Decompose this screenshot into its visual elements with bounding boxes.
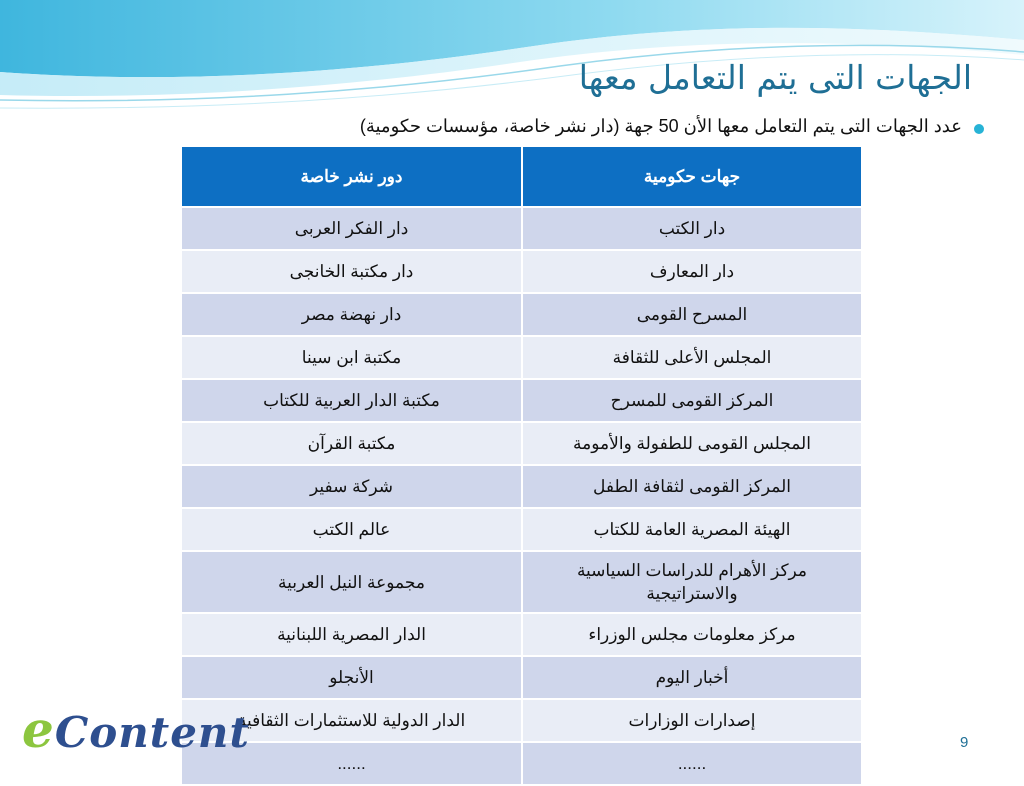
bullet-text: الجهات التى يتم التعامل معها الأن 50 جهة (دار نشر خاصة، مؤسسات حكومية): [359, 116, 929, 136]
government-cell: المسرح القومى: [522, 293, 862, 336]
private-cell: الدار الدولية للاستثمارات الثقافية: [181, 699, 522, 742]
government-cell: دار المعارف: [522, 250, 862, 293]
page-number: 9: [960, 734, 969, 751]
government-cell: مركز الأهرام للدراسات السياسية والاستراتيجية: [522, 551, 862, 613]
table-row: [181, 293, 862, 336]
table-row: [181, 422, 862, 465]
government-cell: ......: [522, 742, 862, 785]
bullet-line: [360, 116, 962, 137]
slide-title: الجهات التى يتم التعامل معها: [578, 58, 972, 97]
table-row: [181, 699, 862, 742]
private-cell: الدار المصرية اللبنانية: [181, 613, 522, 656]
government-cell: المركز القومى للمسرح: [522, 379, 862, 422]
private-cell: الأنجلو: [181, 656, 522, 699]
bullet-prefix: عدد: [933, 116, 962, 136]
private-cell: عالم الكتب: [181, 508, 522, 551]
table-row: [181, 336, 862, 379]
table-header-row: [181, 146, 862, 207]
table-row: [181, 613, 862, 656]
private-cell: دار مكتبة الخانجى: [181, 250, 522, 293]
private-cell: مكتبة القرآن: [181, 422, 522, 465]
private-cell: شركة سفير: [181, 465, 522, 508]
table-row: [181, 207, 862, 250]
private-cell: مكتبة ابن سينا: [181, 336, 522, 379]
econtent-logo: [22, 700, 250, 759]
table-row: [181, 379, 862, 422]
private-cell: دار نهضة مصر: [181, 293, 522, 336]
private-cell: ......: [181, 742, 522, 785]
table-row: [181, 551, 862, 613]
government-cell: إصدارات الوزارات: [522, 699, 862, 742]
private-cell: مكتبة الدار العربية للكتاب: [181, 379, 522, 422]
table-row: [181, 656, 862, 699]
government-cell: أخبار اليوم: [522, 656, 862, 699]
entities-table: [180, 145, 863, 786]
header-government: جهات حكومية: [522, 146, 862, 207]
private-cell: دار الفكر العربى: [181, 207, 522, 250]
logo-rest: Content: [54, 708, 250, 757]
bullet-dot-icon: [974, 124, 984, 134]
table-row: [181, 465, 862, 508]
government-cell: المركز القومى لثقافة الطفل: [522, 465, 862, 508]
government-cell: دار الكتب: [522, 207, 862, 250]
table-row: [181, 508, 862, 551]
header-private: دور نشر خاصة: [181, 146, 522, 207]
private-cell: مجموعة النيل العربية: [181, 551, 522, 613]
table-row: [181, 742, 862, 785]
table-row: [181, 250, 862, 293]
government-cell: المجلس الأعلى للثقافة: [522, 336, 862, 379]
government-cell: الهيئة المصرية العامة للكتاب: [522, 508, 862, 551]
government-cell: المجلس القومى للطفولة والأمومة: [522, 422, 862, 465]
logo-first-letter: e: [22, 700, 55, 759]
government-cell: مركز معلومات مجلس الوزراء: [522, 613, 862, 656]
